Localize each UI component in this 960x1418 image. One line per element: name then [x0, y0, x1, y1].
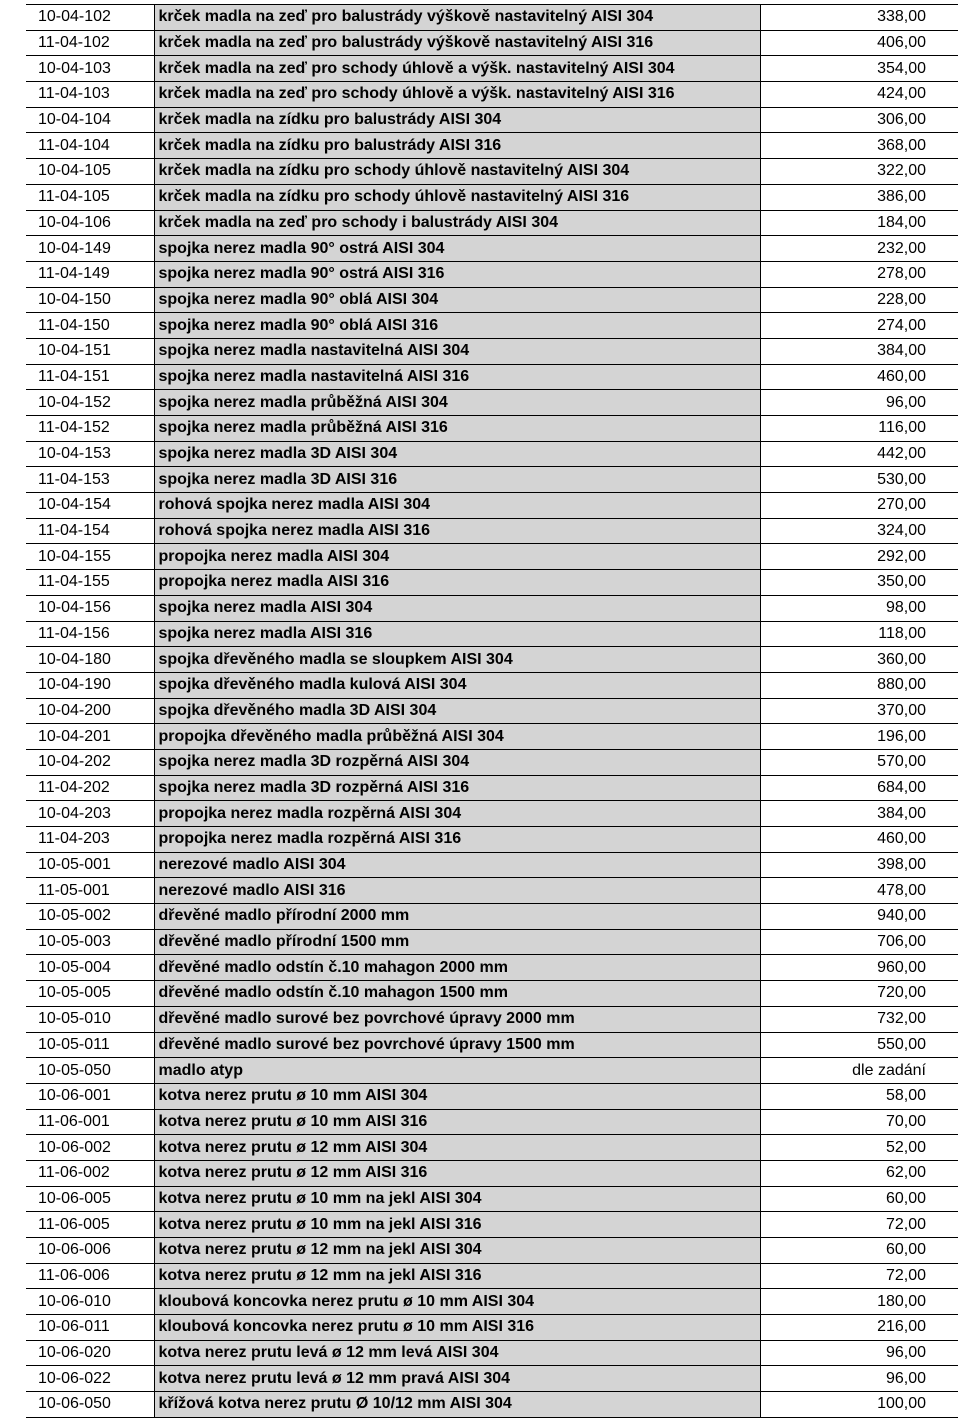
table-row — [26, 82, 958, 108]
product-code-cell: 10-04-103 — [26, 56, 154, 82]
price-cell: 460,00 — [760, 364, 958, 390]
price-cell: 274,00 — [760, 313, 958, 339]
product-code-cell: 10-04-180 — [26, 647, 154, 673]
product-code-cell: 10-04-155 — [26, 544, 154, 570]
product-code-cell: 10-04-102 — [26, 5, 154, 31]
product-code-cell: 11-04-151 — [26, 364, 154, 390]
price-cell: 442,00 — [760, 441, 958, 467]
price-cell: 720,00 — [760, 981, 958, 1007]
product-name-cell: spojka dřevěného madla se sloupkem AISI 304 — [154, 647, 760, 673]
product-code-cell: 10-04-104 — [26, 107, 154, 133]
price-cell: 98,00 — [760, 595, 958, 621]
product-name-cell: dřevěné madlo přírodní 1500 mm — [154, 929, 760, 955]
price-cell: 62,00 — [760, 1160, 958, 1186]
product-name-cell: spojka nerez madla 3D AISI 304 — [154, 441, 760, 467]
product-code-cell: 11-04-103 — [26, 82, 154, 108]
table-row — [26, 416, 958, 442]
price-cell: 292,00 — [760, 544, 958, 570]
product-code-cell: 10-06-022 — [26, 1366, 154, 1392]
product-name-cell: krček madla na zeď pro balustrády výškově nastavitelný AISI 304 — [154, 5, 760, 31]
product-code-cell: 10-04-105 — [26, 159, 154, 185]
table-row — [26, 929, 958, 955]
price-cell: 350,00 — [760, 570, 958, 596]
product-name-cell: spojka nerez madla 3D rozpěrná AISI 304 — [154, 749, 760, 775]
product-name-cell: kotva nerez prutu ø 12 mm na jekl AISI 304 — [154, 1238, 760, 1264]
product-code-cell: 10-04-153 — [26, 441, 154, 467]
price-cell: 530,00 — [760, 467, 958, 493]
table-row — [26, 724, 958, 750]
product-name-cell: rohová spojka nerez madla AISI 304 — [154, 493, 760, 519]
price-cell: 406,00 — [760, 30, 958, 56]
price-cell: 684,00 — [760, 775, 958, 801]
product-code-cell: 11-04-102 — [26, 30, 154, 56]
product-name-cell: spojka nerez madla průběžná AISI 316 — [154, 416, 760, 442]
product-name-cell: dřevěné madlo odstín č.10 mahagon 1500 mm — [154, 981, 760, 1007]
product-code-cell: 10-06-011 — [26, 1315, 154, 1341]
price-cell: 732,00 — [760, 1006, 958, 1032]
product-code-cell: 11-04-153 — [26, 467, 154, 493]
table-row — [26, 878, 958, 904]
product-code-cell: 11-04-149 — [26, 261, 154, 287]
price-cell: 360,00 — [760, 647, 958, 673]
product-code-cell: 10-06-005 — [26, 1186, 154, 1212]
product-code-cell: 10-04-201 — [26, 724, 154, 750]
price-cell: 424,00 — [760, 82, 958, 108]
price-cell: 324,00 — [760, 518, 958, 544]
product-name-cell: kotva nerez prutu ø 10 mm AISI 316 — [154, 1109, 760, 1135]
product-code-cell: 11-06-006 — [26, 1263, 154, 1289]
table-row — [26, 441, 958, 467]
product-code-cell: 10-05-002 — [26, 904, 154, 930]
product-name-cell: krček madla na zeď pro balustrády výškově nastavitelný AISI 316 — [154, 30, 760, 56]
price-cell: 960,00 — [760, 955, 958, 981]
product-code-cell: 10-05-001 — [26, 852, 154, 878]
product-name-cell: kotva nerez prutu ø 12 mm AISI 304 — [154, 1135, 760, 1161]
product-code-cell: 10-04-202 — [26, 749, 154, 775]
product-code-cell: 10-05-050 — [26, 1058, 154, 1084]
price-cell: 384,00 — [760, 801, 958, 827]
product-code-cell: 10-04-154 — [26, 493, 154, 519]
product-name-cell: kloubová koncovka nerez prutu ø 10 mm AISI 316 — [154, 1315, 760, 1341]
product-code-cell: 11-06-002 — [26, 1160, 154, 1186]
price-cell: 322,00 — [760, 159, 958, 185]
price-cell: 338,00 — [760, 5, 958, 31]
table-row — [26, 749, 958, 775]
product-name-cell: kotva nerez prutu ø 10 mm na jekl AISI 304 — [154, 1186, 760, 1212]
table-row — [26, 544, 958, 570]
product-name-cell: dřevěné madlo odstín č.10 mahagon 2000 mm — [154, 955, 760, 981]
table-row — [26, 1289, 958, 1315]
price-cell: 58,00 — [760, 1083, 958, 1109]
product-name-cell: spojka nerez madla 90° oblá AISI 316 — [154, 313, 760, 339]
price-cell: 96,00 — [760, 1366, 958, 1392]
product-name-cell: dřevěné madlo přírodní 2000 mm — [154, 904, 760, 930]
table-row — [26, 1238, 958, 1264]
price-cell: 270,00 — [760, 493, 958, 519]
price-cell: 232,00 — [760, 236, 958, 262]
product-code-cell: 10-04-149 — [26, 236, 154, 262]
price-cell: 228,00 — [760, 287, 958, 313]
product-code-cell: 10-04-152 — [26, 390, 154, 416]
product-name-cell: krček madla na zídku pro balustrády AISI 316 — [154, 133, 760, 159]
product-code-cell: 10-04-151 — [26, 338, 154, 364]
table-row — [26, 5, 958, 31]
price-cell: 70,00 — [760, 1109, 958, 1135]
price-cell: 116,00 — [760, 416, 958, 442]
table-row — [26, 1340, 958, 1366]
product-name-cell: krček madla na zídku pro balustrády AISI 304 — [154, 107, 760, 133]
table-row — [26, 698, 958, 724]
product-name-cell: spojka nerez madla nastavitelná AISI 316 — [154, 364, 760, 390]
product-name-cell: spojka nerez madla nastavitelná AISI 304 — [154, 338, 760, 364]
table-row — [26, 287, 958, 313]
price-cell: 940,00 — [760, 904, 958, 930]
table-row — [26, 493, 958, 519]
table-row — [26, 30, 958, 56]
table-row — [26, 981, 958, 1007]
price-cell: dle zadání — [760, 1058, 958, 1084]
table-row — [26, 1109, 958, 1135]
product-code-cell: 10-04-106 — [26, 210, 154, 236]
product-name-cell: rohová spojka nerez madla AISI 316 — [154, 518, 760, 544]
table-row — [26, 955, 958, 981]
product-name-cell: spojka dřevěného madla kulová AISI 304 — [154, 672, 760, 698]
price-cell: 60,00 — [760, 1186, 958, 1212]
product-code-cell: 10-06-001 — [26, 1083, 154, 1109]
product-name-cell: propojka nerez madla AISI 304 — [154, 544, 760, 570]
product-code-cell: 10-05-010 — [26, 1006, 154, 1032]
price-cell: 460,00 — [760, 827, 958, 853]
price-cell: 384,00 — [760, 338, 958, 364]
product-code-cell: 10-06-002 — [26, 1135, 154, 1161]
product-name-cell: spojka nerez madla 3D AISI 316 — [154, 467, 760, 493]
product-name-cell: kotva nerez prutu ø 10 mm na jekl AISI 316 — [154, 1212, 760, 1238]
product-code-cell: 10-06-050 — [26, 1392, 154, 1418]
table-row — [26, 852, 958, 878]
product-name-cell: propojka nerez madla AISI 316 — [154, 570, 760, 596]
price-cell: 306,00 — [760, 107, 958, 133]
table-row — [26, 621, 958, 647]
product-name-cell: krček madla na zídku pro schody úhlově nastavitelný AISI 304 — [154, 159, 760, 185]
product-code-cell: 11-04-203 — [26, 827, 154, 853]
product-name-cell: dřevěné madlo surové bez povrchové úpravy 2000 mm — [154, 1006, 760, 1032]
product-code-cell: 10-05-005 — [26, 981, 154, 1007]
table-row — [26, 570, 958, 596]
product-name-cell: spojka nerez madla AISI 316 — [154, 621, 760, 647]
price-cell: 278,00 — [760, 261, 958, 287]
product-code-cell: 11-04-104 — [26, 133, 154, 159]
product-code-cell: 10-04-200 — [26, 698, 154, 724]
product-code-cell: 11-05-001 — [26, 878, 154, 904]
product-code-cell: 11-06-001 — [26, 1109, 154, 1135]
product-name-cell: spojka nerez madla 90° ostrá AISI 304 — [154, 236, 760, 262]
product-name-cell: spojka nerez madla 90° oblá AISI 304 — [154, 287, 760, 313]
table-row — [26, 184, 958, 210]
product-name-cell: kotva nerez prutu levá ø 12 mm pravá AISI 304 — [154, 1366, 760, 1392]
product-name-cell: krček madla na zeď pro schody úhlově a výšk. nastavitelný AISI 304 — [154, 56, 760, 82]
table-row — [26, 261, 958, 287]
table-row — [26, 672, 958, 698]
product-code-cell: 11-04-156 — [26, 621, 154, 647]
price-cell: 398,00 — [760, 852, 958, 878]
product-code-cell: 10-06-006 — [26, 1238, 154, 1264]
product-name-cell: propojka dřevěného madla průběžná AISI 304 — [154, 724, 760, 750]
price-cell: 72,00 — [760, 1212, 958, 1238]
price-cell: 72,00 — [760, 1263, 958, 1289]
price-cell: 216,00 — [760, 1315, 958, 1341]
table-row — [26, 1135, 958, 1161]
product-code-cell: 11-04-155 — [26, 570, 154, 596]
product-code-cell: 10-06-010 — [26, 1289, 154, 1315]
product-name-cell: nerezové madlo AISI 316 — [154, 878, 760, 904]
table-row — [26, 1186, 958, 1212]
table-row — [26, 904, 958, 930]
table-row — [26, 1032, 958, 1058]
product-name-cell: kloubová koncovka nerez prutu ø 10 mm AISI 304 — [154, 1289, 760, 1315]
product-name-cell: madlo atyp — [154, 1058, 760, 1084]
product-name-cell: nerezové madlo AISI 304 — [154, 852, 760, 878]
price-cell: 96,00 — [760, 390, 958, 416]
product-code-cell: 11-04-152 — [26, 416, 154, 442]
product-name-cell: spojka nerez madla průběžná AISI 304 — [154, 390, 760, 416]
price-cell: 196,00 — [760, 724, 958, 750]
product-name-cell: kotva nerez prutu ø 12 mm na jekl AISI 316 — [154, 1263, 760, 1289]
table-row — [26, 775, 958, 801]
product-name-cell: kotva nerez prutu ø 12 mm AISI 316 — [154, 1160, 760, 1186]
product-code-cell: 11-04-202 — [26, 775, 154, 801]
product-code-cell: 10-06-020 — [26, 1340, 154, 1366]
table-row — [26, 801, 958, 827]
product-name-cell: krček madla na zeď pro schody úhlově a výšk. nastavitelný AISI 316 — [154, 82, 760, 108]
product-name-cell: kotva nerez prutu levá ø 12 mm levá AISI 304 — [154, 1340, 760, 1366]
product-code-cell: 10-04-190 — [26, 672, 154, 698]
price-cell: 370,00 — [760, 698, 958, 724]
table-row — [26, 1263, 958, 1289]
price-list-table — [26, 4, 958, 1418]
product-name-cell: krček madla na zídku pro schody úhlově nastavitelný AISI 316 — [154, 184, 760, 210]
product-name-cell: propojka nerez madla rozpěrná AISI 304 — [154, 801, 760, 827]
table-row — [26, 390, 958, 416]
table-row — [26, 1006, 958, 1032]
product-name-cell: spojka nerez madla 90° ostrá AISI 316 — [154, 261, 760, 287]
table-row — [26, 1160, 958, 1186]
product-name-cell: krček madla na zeď pro schody i balustrády AISI 304 — [154, 210, 760, 236]
table-row — [26, 647, 958, 673]
table-row — [26, 1366, 958, 1392]
product-code-cell: 11-04-105 — [26, 184, 154, 210]
product-code-cell: 10-05-011 — [26, 1032, 154, 1058]
product-code-cell: 10-05-004 — [26, 955, 154, 981]
table-row — [26, 107, 958, 133]
price-cell: 100,00 — [760, 1392, 958, 1418]
product-code-cell: 11-06-005 — [26, 1212, 154, 1238]
price-cell: 60,00 — [760, 1238, 958, 1264]
product-code-cell: 11-04-150 — [26, 313, 154, 339]
price-cell: 706,00 — [760, 929, 958, 955]
table-row — [26, 1083, 958, 1109]
table-row — [26, 827, 958, 853]
price-cell: 368,00 — [760, 133, 958, 159]
product-name-cell: křížová kotva nerez prutu Ø 10/12 mm AISI 304 — [154, 1392, 760, 1418]
table-row — [26, 1058, 958, 1084]
price-cell: 184,00 — [760, 210, 958, 236]
product-name-cell: dřevěné madlo surové bez povrchové úpravy 1500 mm — [154, 1032, 760, 1058]
price-list-body — [26, 5, 958, 1418]
table-row — [26, 159, 958, 185]
table-row — [26, 1392, 958, 1418]
table-row — [26, 313, 958, 339]
product-name-cell: spojka dřevěného madla 3D AISI 304 — [154, 698, 760, 724]
product-name-cell: propojka nerez madla rozpěrná AISI 316 — [154, 827, 760, 853]
table-row — [26, 236, 958, 262]
product-code-cell: 10-04-150 — [26, 287, 154, 313]
product-code-cell: 10-04-156 — [26, 595, 154, 621]
price-cell: 96,00 — [760, 1340, 958, 1366]
price-cell: 118,00 — [760, 621, 958, 647]
table-row — [26, 133, 958, 159]
table-row — [26, 56, 958, 82]
price-cell: 570,00 — [760, 749, 958, 775]
table-row — [26, 210, 958, 236]
product-name-cell: kotva nerez prutu ø 10 mm AISI 304 — [154, 1083, 760, 1109]
price-cell: 550,00 — [760, 1032, 958, 1058]
table-row — [26, 1212, 958, 1238]
product-name-cell: spojka nerez madla AISI 304 — [154, 595, 760, 621]
price-cell: 386,00 — [760, 184, 958, 210]
table-row — [26, 364, 958, 390]
price-cell: 354,00 — [760, 56, 958, 82]
price-cell: 180,00 — [760, 1289, 958, 1315]
product-code-cell: 11-04-154 — [26, 518, 154, 544]
price-cell: 478,00 — [760, 878, 958, 904]
table-row — [26, 595, 958, 621]
table-row — [26, 1315, 958, 1341]
price-cell: 880,00 — [760, 672, 958, 698]
table-row — [26, 518, 958, 544]
table-row — [26, 467, 958, 493]
product-name-cell: spojka nerez madla 3D rozpěrná AISI 316 — [154, 775, 760, 801]
table-row — [26, 338, 958, 364]
product-code-cell: 10-05-003 — [26, 929, 154, 955]
price-cell: 52,00 — [760, 1135, 958, 1161]
product-code-cell: 10-04-203 — [26, 801, 154, 827]
